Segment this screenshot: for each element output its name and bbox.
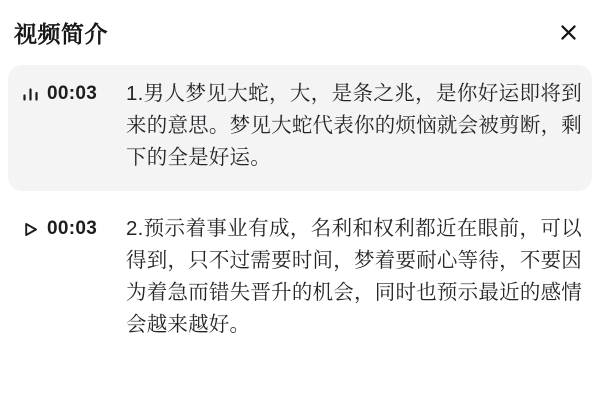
- chapter-text: 2.预示着事业有成，名利和权利都近在眼前，可以得到，只不过需要时间，梦着要耐心等待，不要因为着急而错失晋升的机会，同时也预示最近的感情会越来越好。: [126, 217, 582, 336]
- chapter-meta: [18, 213, 126, 245]
- chapter-meta: [18, 78, 126, 110]
- panel-header: [0, 0, 600, 61]
- chapter-list: [0, 61, 600, 358]
- equalizer-icon: [21, 85, 40, 104]
- close-icon[interactable]: [556, 21, 580, 45]
- page-title: 视频简介: [14, 21, 108, 47]
- play-icon: [21, 220, 40, 239]
- chapter-timestamp: 00:03: [47, 83, 98, 104]
- list-item[interactable]: [8, 65, 592, 191]
- list-item[interactable]: [8, 200, 592, 358]
- chapter-timestamp: 00:03: [47, 218, 98, 239]
- chapter-text: 1.男人梦见大蛇，大，是条之兆，是你好运即将到来的意思。梦见大蛇代表你的烦恼就会被剪断，剩下的全是好运。: [126, 82, 582, 169]
